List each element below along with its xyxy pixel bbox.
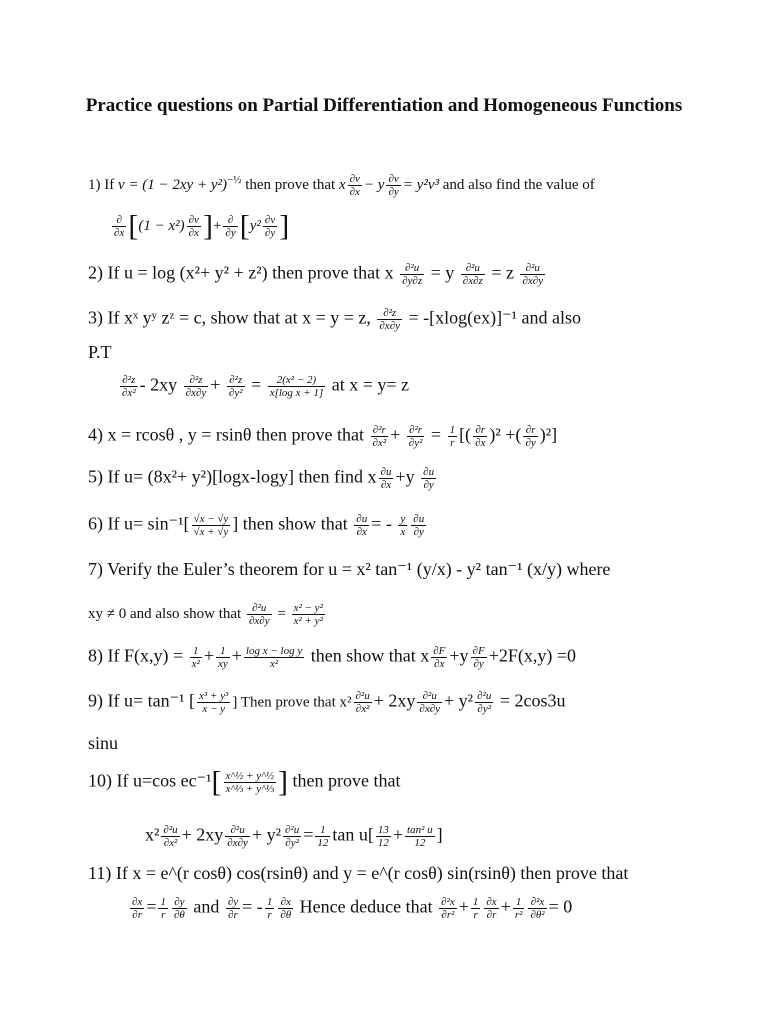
q11-tail: = 0	[548, 896, 573, 917]
q1-frac-2: $\frac{\partial v}{\partial y}$	[388, 173, 399, 199]
q9-mid: ] Then prove that x²	[232, 694, 352, 711]
q1-l2-inner: (1 − x²)	[138, 217, 185, 234]
q2-text: 2) If u = log (x²+ y² + z²) then prove that x	[88, 262, 394, 283]
q6-frac-d: $\frac{\partial u}{\partial y}$	[413, 513, 425, 538]
q11-frac-j: $\frac{1}{\text{r²}}$	[514, 896, 523, 921]
q3-mid: - 2xy	[139, 374, 178, 395]
q11-frac-i: $\frac{\partial x}{\partial r}$	[486, 896, 497, 921]
q1-frac-1: $\frac{\partial v}{\partial x}$	[349, 173, 360, 199]
q10-l2f: +	[392, 824, 404, 845]
q3-frac-a: $\frac{\text{∂²z}}{\text{∂x²}}$	[122, 374, 136, 399]
q10-frac-f: $\frac{13}{12}$	[377, 824, 389, 849]
q9-frac-d: $\frac{\text{∂²u}}{\text{∂y²}}$	[477, 690, 492, 715]
q7-frac-a: $\frac{\text{∂²u}}{\partial x\partial y}$	[248, 602, 270, 627]
q5-plus: +y	[395, 466, 415, 487]
question-3	[88, 307, 581, 332]
q11-plus-1: +	[458, 896, 469, 917]
q11-plus-2: +	[500, 896, 511, 917]
q4-text: 4) x = rcosθ , y = rsinθ then prove that	[88, 424, 364, 445]
q4-mid: )² +(	[489, 424, 522, 445]
q10-frac-c: $\frac{\text{∂²u}}{\partial x\partial y}$	[227, 824, 248, 849]
q1-l2-inner-2: y²	[249, 217, 261, 234]
q3-frac-b: $\frac{\text{∂²z}}{\partial x\partial y}$	[185, 374, 207, 399]
question-3-line-2	[118, 374, 409, 399]
q11-frac-k: $\frac{\text{∂²x}}{\text{∂θ²}}$	[530, 896, 545, 921]
question-7-line-2	[88, 602, 327, 627]
q10-l2g: ]	[436, 824, 443, 845]
q6-text: 6) If u= sin⁻¹[	[88, 513, 190, 534]
q8-frac-b: $\frac{1}{xy}$	[217, 645, 228, 670]
q10-mid: then prove that	[292, 770, 401, 791]
q1-lead: 1) If	[88, 177, 115, 193]
q3-tail: at x = y= z	[331, 374, 410, 395]
q11-hence: Hence deduce that	[299, 896, 433, 917]
q10-l2a: x²	[145, 824, 160, 845]
q11-frac-e: $\frac{1}{r}$	[266, 896, 273, 921]
q1-rhs: = y²v³	[402, 177, 439, 193]
question-6	[88, 513, 428, 538]
q3-text: 3) If xˣ yʸ zᶻ = c, show that at x = y = z,	[88, 307, 371, 328]
q10-l2c: + y²	[251, 824, 281, 845]
q10-l2d: =	[303, 824, 314, 845]
q3-eq: =	[251, 374, 262, 395]
question-2	[88, 262, 547, 287]
q1-mid: then prove that	[245, 177, 336, 193]
q3-frac-c: $\frac{\text{∂²z}}{\text{∂y²}}$	[228, 374, 243, 399]
q10-frac-a: $\frac{\text{x\textasciicircum{}½ + y\textasciicircum{}½}}{\text{x\textasciicircum{}⅓ + y\textasciicircum{}⅓}}$	[225, 770, 274, 795]
q11-frac-g: $\frac{\text{∂²x}}{\text{∂r²}}$	[441, 896, 455, 921]
question-5	[88, 466, 438, 491]
question-9	[88, 690, 565, 715]
q11-frac-d: $\frac{\partial y}{\partial r}$	[227, 896, 239, 921]
q11-frac-c: $\frac{\partial y}{\partial\theta}$	[173, 896, 185, 921]
q11-frac-f: $\frac{\partial x}{\partial\theta}$	[280, 896, 292, 921]
q7-frac-b: $\frac{\text{x² − y²}}{\text{x² + y²}}$	[293, 602, 323, 627]
q1-minus: − y	[363, 177, 385, 193]
q9-tail: = 2cos3u	[499, 690, 566, 711]
q6-eq: = -	[371, 513, 392, 534]
q9-frac-c: $\frac{\text{∂²u}}{\partial x\partial y}$	[419, 690, 441, 715]
q10-l2b: + 2xy	[181, 824, 224, 845]
q9-frac-a: $\frac{\text{x³ + y³}}{x - y}$	[199, 690, 229, 715]
q4-eq: =	[430, 424, 442, 445]
q3-frac-d: $\frac{\text{2(x² − 2)}}{\text{x[log x + 1]}}$	[269, 374, 324, 399]
q11-frac-a: $\frac{\partial x}{\partial r}$	[132, 896, 143, 921]
question-11: 11) If x = e^(r cosθ) cos(rsinθ) and y = e^(r cosθ) sin(rsinθ) then prove that	[88, 863, 629, 883]
q9-mid-3: + y²	[444, 690, 474, 711]
q5-frac-a: $\frac{\partial u}{\partial x}$	[380, 466, 392, 491]
q2-eq-1: = y	[430, 262, 455, 283]
q1-l2-plus: +	[212, 217, 222, 234]
q6-frac-a: $\frac{√x - √y}{√x + √y}$	[193, 513, 229, 538]
q8-mid: then show that x	[310, 645, 430, 666]
q11-eq-1: =	[146, 896, 157, 917]
q6-mid: ] then show that	[232, 513, 348, 534]
q5-frac-b: $\frac{\partial u}{\partial y}$	[423, 466, 435, 491]
q11-eq-2: = -	[242, 896, 263, 917]
q10-text: 10) If u=cos ec⁻¹	[88, 770, 212, 791]
q6-frac-b: $\frac{\partial u}{\partial x}$	[356, 513, 368, 538]
question-1	[88, 170, 595, 198]
q8-plus-2: +	[231, 645, 242, 666]
q7-eq: =	[277, 605, 286, 622]
question-1-line-2: $\frac{\partial}{\partial x}$ [(1 − x²) $\frac{\partial v}{\partial x}$ ]+ $\frac{\partial}{\partial y}$ [y² $\frac{\partial v}{\partial y}$ ]	[114, 209, 290, 243]
q8-frac-c: $\frac{\text{log x − log y}}{\text{x²}}$	[245, 645, 303, 670]
q8-frac-d: $\frac{\partial F}{\partial x}$	[433, 645, 446, 670]
q4-frac-a: $\frac{\text{∂²r}}{\text{∂x²}}$	[372, 424, 387, 449]
q6-frac-c: $\frac{y}{x}$	[400, 513, 406, 538]
q8-plus-1: +	[203, 645, 214, 666]
q1-lhs: x	[338, 177, 346, 193]
q1-l2-frac-1: $\frac{\partial}{\partial x}$	[114, 214, 125, 239]
q7-line-2: xy ≠ 0 and also show that	[88, 605, 242, 622]
q1-v-expr: v = (1 − 2xy + y²)	[118, 177, 227, 193]
q3-frac-1: $\frac{\text{∂²z}}{\partial x\partial y}$	[379, 307, 401, 332]
q11-frac-h: $\frac{1}{r}$	[472, 896, 479, 921]
q2-eq-2: = z	[491, 262, 514, 283]
q10-l2e: tan u[	[332, 824, 374, 845]
q4-frac-c: $\frac{1}{r}$	[449, 424, 456, 449]
q8-frac-e: $\frac{\partial F}{\partial y}$	[472, 645, 485, 670]
q11-and: and	[193, 896, 220, 917]
q2-frac-3: $\frac{\text{∂²u}}{\partial x\partial y}$	[522, 262, 544, 287]
q3-rhs: = -[xlog(ex)]⁻¹ and also	[408, 307, 582, 328]
q9-mid-2: + 2xy	[373, 690, 416, 711]
q9-text: 9) If u= tan⁻¹ [	[88, 690, 196, 711]
q2-frac-2: $\frac{\text{∂²u}}{\partial x\partial z}$	[462, 262, 483, 287]
q9-line-2: sinu	[88, 733, 119, 753]
q4-open: [(	[459, 424, 472, 445]
q3-pt: P.T	[88, 342, 112, 362]
q10-frac-g: $\frac{\text{tan² u}}{12}$	[407, 824, 433, 849]
q10-frac-b: $\frac{\text{∂²u}}{\text{∂x²}}$	[163, 824, 178, 849]
q8-tail: +2F(x,y) =0	[488, 645, 576, 666]
q1-v-exp: −½	[226, 174, 242, 186]
q8-frac-a: $\frac{1}{\text{x²}}$	[191, 645, 200, 670]
q4-frac-b: $\frac{\text{∂²r}}{\text{∂y²}}$	[408, 424, 423, 449]
q2-frac-1: $\frac{\text{∂²u}}{\partial y\partial z}$	[402, 262, 423, 287]
q3-plus: +	[210, 374, 221, 395]
question-7: 7) Verify the Euler’s theorem for u = x² tan⁻¹ (y/x) - y² tan⁻¹ (x/y) where	[88, 559, 611, 579]
q4-plus: +	[390, 424, 401, 445]
question-4	[88, 424, 557, 449]
question-10: 10) If u=cos ec⁻¹[ $\frac{\text{x\textasciicircum{}½ + y\textasciicircum{}½}}{\text{x\textasciicircum{}⅓ + y\textasciicircum{}⅓}}$ ] then prove that	[88, 765, 401, 799]
question-8	[88, 645, 576, 670]
q4-frac-d: $\frac{\partial r}{\partial x}$	[475, 424, 486, 449]
q4-close: )²]	[539, 424, 558, 445]
question-10-line-2	[145, 824, 443, 849]
q1-tail: and also find the value of	[442, 177, 595, 193]
q1-l2-frac-4: $\frac{\partial v}{\partial y}$	[264, 214, 276, 239]
q5-text: 5) If u= (8x²+ y²)[logx-logy] then find x	[88, 466, 377, 487]
q8-mid-2: +y	[449, 645, 469, 666]
q1-l2-frac-2: $\frac{\partial v}{\partial x}$	[188, 214, 199, 239]
q10-frac-e: $\frac{1}{12}$	[317, 824, 329, 849]
q10-frac-d: $\frac{\text{∂²u}}{\text{∂y²}}$	[285, 824, 300, 849]
q1-l2-frac-3: $\frac{\partial}{\partial y}$	[225, 214, 236, 239]
q11-frac-b: $\frac{1}{r}$	[160, 896, 166, 921]
page-title: Practice questions on Partial Differentiation and Homogeneous Functions	[85, 95, 683, 116]
q4-frac-e: $\frac{\partial r}{\partial y}$	[525, 424, 536, 449]
question-11-line-2	[128, 896, 572, 921]
q9-frac-b: $\frac{\text{∂²u}}{\text{∂x²}}$	[355, 690, 370, 715]
q8-text: 8) If F(x,y) =	[88, 645, 184, 666]
